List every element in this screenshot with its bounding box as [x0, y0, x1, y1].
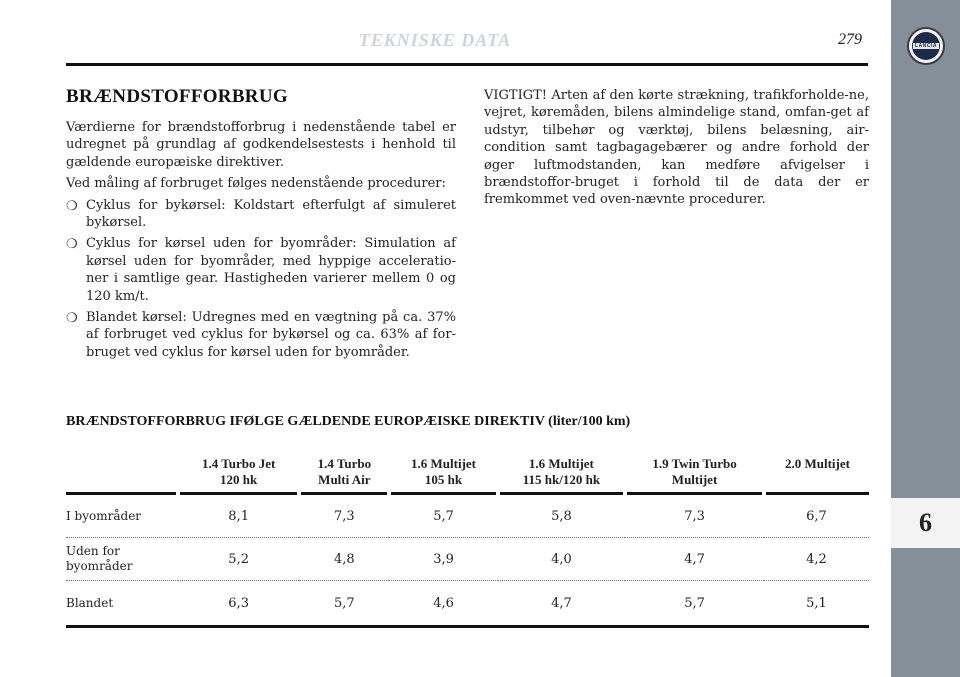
- section-title: BRÆNDSTOFFORBRUG: [66, 86, 288, 107]
- circle-bullet-icon: ❍: [66, 237, 78, 253]
- column-header: 1.9 Twin Turbo Multijet: [625, 456, 764, 494]
- table-cell: 5,8: [498, 494, 626, 538]
- table-cell: 4,6: [389, 581, 497, 627]
- column-header: 2.0 Multijet: [764, 456, 869, 494]
- list-item-text: Cyklus for bykørsel: Koldstart efterfulgt af simuleret bykørsel.: [86, 197, 456, 231]
- logo-text: LANCIA: [913, 43, 939, 49]
- column-header: 1.6 Multijet 105 hk: [389, 456, 497, 494]
- page-number: 279: [838, 31, 862, 48]
- header-empty-cell: [66, 456, 178, 494]
- procedures-intro: Ved måling af forbruget følges nedenstående procedurer:: [66, 176, 446, 192]
- table-cell: 5,2: [178, 538, 299, 581]
- row-label: Uden for byområder: [66, 538, 178, 581]
- list-item: [66, 197, 456, 232]
- table-cell: 4,0: [498, 538, 626, 581]
- column-header: 1.4 Turbo Multi Air: [299, 456, 389, 494]
- table-cell: 5,7: [389, 494, 497, 538]
- table-header-row: [66, 456, 869, 494]
- intro-paragraph: Værdierne for brændstofforbrug i nedenstående tabel er udregnet på grundlag af godkendelsestests i henhold til gældende europæiske direktiver.: [66, 120, 456, 170]
- row-label: I byområder: [66, 494, 178, 538]
- circle-bullet-icon: ❍: [66, 198, 78, 214]
- table-cell: 7,3: [625, 494, 764, 538]
- chapter-number: 6: [919, 508, 932, 537]
- lancia-logo: [907, 27, 945, 65]
- table-row: [66, 581, 869, 627]
- list-item-text: Blandet kørsel: Udregnes med en vægtning på ca. 37% af forbruget ved cyklus for bykørsel og ca. 63% af for-bruget ved cyklus for kørsel uden for byområder.: [86, 310, 456, 360]
- table-cell: 6,7: [764, 494, 869, 538]
- circle-bullet-icon: ❍: [66, 311, 78, 327]
- chapter-tab[interactable]: [891, 498, 960, 548]
- list-item-text: Cyklus for kørsel uden for byområder: Simulation af kørsel uden for byområder, med hyppige acceleratio-ner i samtlige gear. Hastigheden varierer mellem 0 og 120 km/t.: [86, 236, 456, 304]
- list-item: [66, 309, 456, 361]
- right-column: [484, 87, 869, 213]
- list-item: [66, 235, 456, 305]
- column-header: 1.6 Multijet 115 hk/120 hk: [498, 456, 626, 494]
- table-cell: 5,7: [625, 581, 764, 627]
- table-cell: 5,1: [764, 581, 869, 627]
- table-cell: 4,2: [764, 538, 869, 581]
- table-cell: 5,7: [299, 581, 389, 627]
- table-row: [66, 494, 869, 538]
- procedure-list: [66, 197, 456, 362]
- chapter-sidebar: [891, 0, 960, 677]
- fuel-consumption-table: [66, 456, 869, 628]
- table-cell: 6,3: [178, 581, 299, 627]
- important-note: VIGTIGT! Arten af den kørte strækning, trafikforholde-ne, vejret, køremåden, bilens almindelige stand, omfan-get af udstyr, tilbehør og værktøj, bilens belæsning, air-condition samt tagbagagebærer og andre forhold der øger luftmodstanden, kan medføre afvigelser i brændstoffor-bruget i forhold til de data der er fremkommet ved oven-nævnte procedurer.: [484, 88, 869, 208]
- column-header: 1.4 Turbo Jet 120 hk: [178, 456, 299, 494]
- table-cell: 4,7: [498, 581, 626, 627]
- left-column: [66, 86, 456, 365]
- table-cell: 4,8: [299, 538, 389, 581]
- table-cell: 4,7: [625, 538, 764, 581]
- table-cell: 7,3: [299, 494, 389, 538]
- table-row: [66, 538, 869, 581]
- header-title: TEKNISKE DATA: [358, 30, 512, 50]
- header-rule: [66, 63, 868, 66]
- table-cell: 8,1: [178, 494, 299, 538]
- table-cell: 3,9: [389, 538, 497, 581]
- table-title: BRÆNDSTOFFORBRUG IFØLGE GÆLDENDE EUROPÆISKE DIREKTIV (liter/100 km): [66, 414, 631, 429]
- logo-shield: [912, 32, 940, 60]
- row-label: Blandet: [66, 581, 178, 627]
